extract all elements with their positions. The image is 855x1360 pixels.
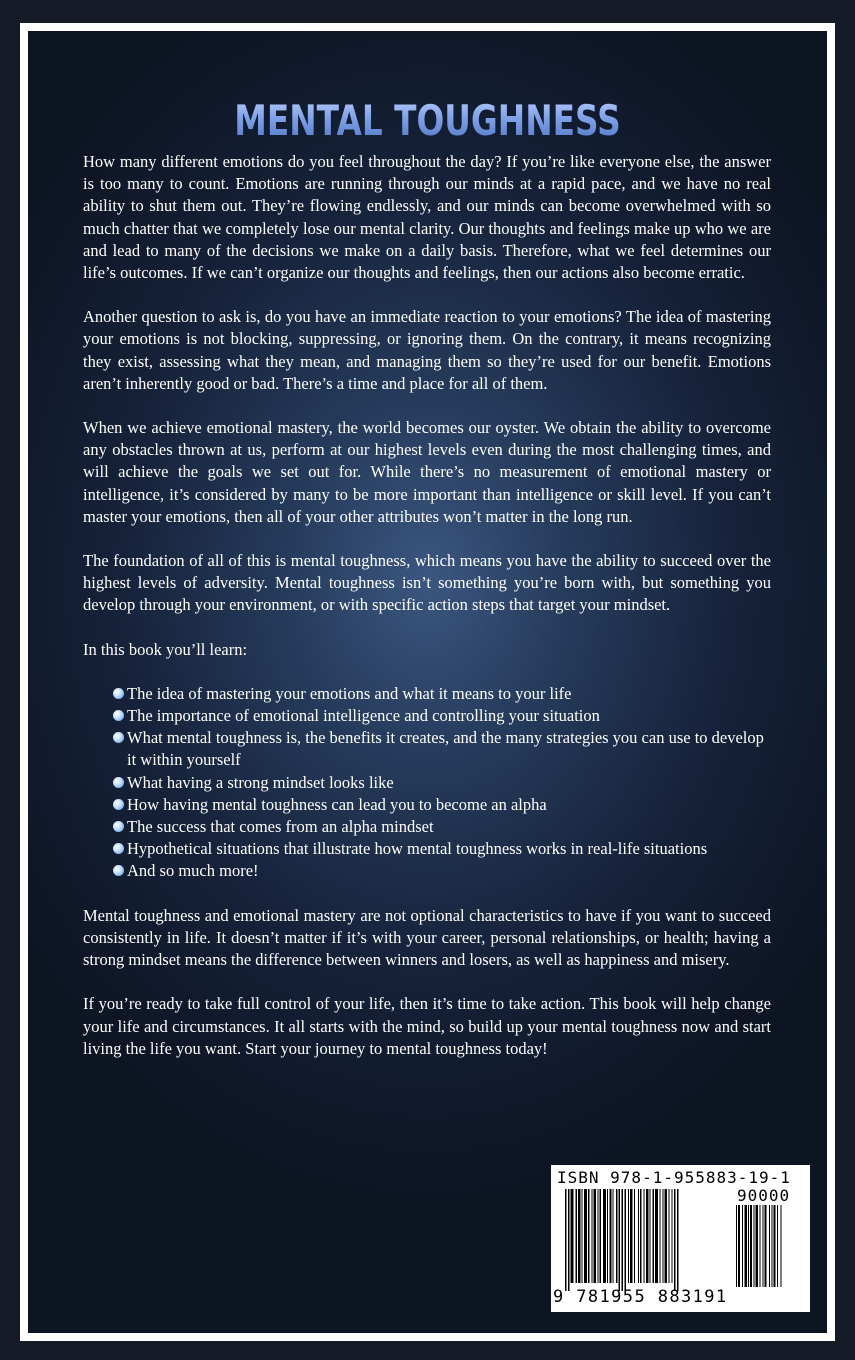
barcode-bar (765, 1205, 767, 1287)
barcode-digits: 9 781955 883191 (553, 1287, 728, 1307)
list-item (113, 794, 771, 816)
barcode-bar (742, 1205, 743, 1287)
barcode-bar (756, 1205, 759, 1287)
barcode-bar (644, 1189, 645, 1283)
addon-barcode-bars (736, 1205, 800, 1287)
barcode-bar (672, 1189, 673, 1283)
barcode-bar (750, 1205, 752, 1287)
barcode-bar (584, 1189, 587, 1283)
barcode-bar (571, 1189, 574, 1283)
barcode-bar (600, 1189, 602, 1283)
barcode-bar (578, 1189, 581, 1283)
barcode-bar (653, 1189, 655, 1283)
list-item (113, 816, 771, 838)
bullet-icon (113, 799, 124, 810)
barcode-bar (565, 1189, 567, 1291)
barcode-bar (669, 1189, 670, 1283)
list-item (113, 727, 771, 771)
barcode-bar (650, 1189, 651, 1283)
barcode-bar (745, 1205, 748, 1287)
list-item-text: And so much more! (127, 861, 259, 881)
blurb-paragraph: When we achieve emotional mastery, the world becomes our oyster. We obtain the ability to overcome any obstacles thrown at us, perform at our highest levels even during the most challenging times, and will achieve the goals we set out for. While there’s no measurement of emotional mastery or intelligence, it’s considered by many to be more important than intelligence or skill level. If you can’t master your emotions, then all of your other attributes won’t matter in the long run. (83, 418, 771, 526)
cover-title: MENTAL TOUGHNESS (94, 96, 761, 145)
barcode-bar (613, 1189, 614, 1283)
list-item (113, 705, 771, 727)
closing-paragraph: Mental toughness and emotional mastery are not optional characteristics to have if you want to succeed consistently in life. It doesn’t matter if it’s with your career, personal relationships, or health; having a strong mindset means the difference between winners and losers, as well as happiness and misery. (83, 905, 771, 970)
list-item-text: How having mental toughness can lead you to become an alpha (127, 794, 547, 814)
barcode-bar (677, 1189, 679, 1291)
barcode-bar (754, 1205, 755, 1287)
barcode-bar (663, 1189, 664, 1283)
list-item (113, 683, 771, 705)
barcode-bar (582, 1189, 583, 1283)
bullet-icon (113, 688, 124, 699)
barcode-bar (638, 1189, 639, 1283)
barcode-bar (646, 1189, 649, 1283)
barcode-bar (603, 1189, 606, 1283)
barcode-bar (634, 1189, 635, 1283)
barcode-bar (598, 1189, 599, 1283)
list-item (113, 772, 771, 794)
barcode-bar (592, 1189, 593, 1283)
list-item (113, 860, 771, 882)
barcode-bars (565, 1189, 729, 1291)
barcode-bar (736, 1205, 737, 1287)
barcode-bar (660, 1189, 661, 1283)
barcode-bar (588, 1189, 590, 1283)
barcode-bar (763, 1205, 764, 1287)
bullet-icon (113, 865, 124, 876)
barcode-bar (640, 1189, 642, 1283)
list-item-text: What having a strong mindset looks like (127, 772, 394, 792)
isbn-label: ISBN 978-1-955883-19-1 (557, 1168, 791, 1187)
barcode-bar (594, 1189, 597, 1283)
bullet-icon (113, 821, 124, 832)
barcode-bar (774, 1205, 776, 1287)
barcode-bar (777, 1205, 778, 1287)
blurb-body (83, 151, 771, 1082)
barcode-bar (610, 1189, 612, 1283)
bullet-icon (113, 843, 124, 854)
barcode-bar (630, 1189, 633, 1283)
barcode-bar (622, 1189, 624, 1291)
barcode-bar (568, 1189, 570, 1291)
barcode-bar (607, 1189, 608, 1283)
list-item-text: Hypothetical situations that illustrate how mental toughness works in real-life situations (127, 839, 708, 859)
bullet-icon (113, 777, 124, 788)
learning-list (83, 683, 771, 883)
barcode-bar (655, 1189, 658, 1283)
list-intro: In this book you’ll learn: (83, 639, 248, 659)
list-item (113, 838, 771, 860)
barcode-bar (619, 1189, 621, 1291)
list-item-text: The importance of emotional intelligence and controlling your situation (127, 706, 600, 726)
barcode-bar (616, 1189, 618, 1283)
barcode-bar (738, 1205, 740, 1287)
blurb-paragraph: The foundation of all of this is mental toughness, which means you have the ability to succeed over the highest levels of adversity. Mental toughness isn’t something you’re born with, but something you develop through your environment, or with specific action steps that target your mindset. (83, 551, 771, 615)
barcode-bar (665, 1189, 668, 1283)
barcode-bar (628, 1189, 629, 1283)
addon-code: 90000 (737, 1186, 791, 1205)
list-item-text: The success that comes from an alpha mindset (127, 817, 434, 837)
list-item-text: The idea of mastering your emotions and what it means to your life (127, 683, 572, 703)
blurb-paragraph: Another question to ask is, do you have an immediate reaction to your emotions? The idea of mastering your emotions is not blocking, suppressing, or ignoring them. On the contrary, it means recognizing they exist, assessing what they mean, and managing them so they’re used for our benefit. Emotions aren’t inherently good or bad. There’s a time and place for all of them. (83, 307, 771, 393)
isbn-barcode (551, 1165, 810, 1312)
barcode-bar (625, 1189, 627, 1291)
closing-paragraph: If you’re ready to take full control of your life, then it’s time to take action. This book will help change your life and circumstances. It all starts with the mind, so build up your mental toughness now and start living the life you want. Start your journey to mental toughness today! (83, 994, 771, 1058)
barcode-bar (772, 1205, 773, 1287)
barcode-bar (748, 1205, 749, 1287)
barcode-bar (781, 1205, 782, 1287)
barcode-bar (760, 1205, 761, 1287)
barcode-bar (576, 1189, 578, 1283)
bullet-icon (113, 732, 124, 743)
barcode-bar (769, 1205, 770, 1287)
bullet-icon (113, 710, 124, 721)
barcode-bar (674, 1189, 676, 1291)
list-item-text: What mental toughness is, the benefits it creates, and the many strategies you can use to develop it within yourself (127, 728, 764, 770)
blurb-paragraph: How many different emotions do you feel throughout the day? If you’re like everyone else, the answer is too many to count. Emotions are running through our minds at a rapid pace, and we have no real ability to shut them out. They’re flowing endlessly, and our minds can become overwhelmed with so much chatter that we completely lose our mental clarity. Our thoughts and feelings make up who we are and lead to many of the decisions we make on a daily basis. Therefore, what we feel determines our life’s outcomes. If we can’t organize our thoughts and feelings, then our actions also become erratic. (83, 152, 771, 283)
